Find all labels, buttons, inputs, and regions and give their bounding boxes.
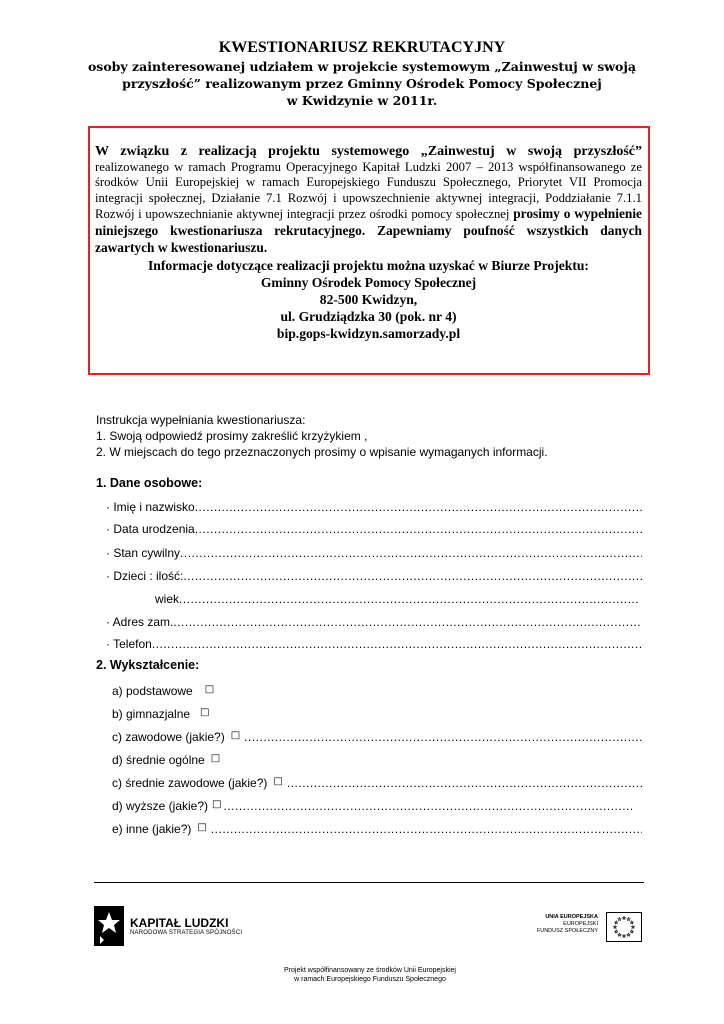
address-field[interactable]: [106, 615, 642, 629]
education-vocational-secondary-checkbox[interactable]: □: [273, 776, 283, 787]
eu-logo-line-3: FUNDUSZ SPOŁECZNY: [536, 928, 598, 934]
instructions: [96, 412, 656, 460]
notice-request: prosimy o wypełnienie niniejszego kwestionariusza rekrutacyjnego. Zapewniamy poufność wszystkich danych zawartych w kwestionariuszu.: [95, 206, 642, 255]
eu-stars-icon: [607, 913, 641, 941]
education-vocational-dotted-line[interactable]: [244, 730, 642, 744]
document-title: KWESTIONARIUSZ REKRUTACYJNY: [218, 39, 506, 56]
education-vocational-label: c) zawodowe (jakie?): [112, 730, 225, 744]
children-count-dotted-line[interactable]: [183, 569, 642, 583]
document-header: [60, 38, 664, 109]
education-lower-secondary-checkbox[interactable]: □: [200, 707, 210, 718]
notice-lead: W związku z realizacją projektu systemowego „Zainwestuj w swoją przyszłość”: [95, 144, 642, 159]
education-option-lower-secondary[interactable]: [112, 707, 210, 721]
marital-status-dotted-line[interactable]: [180, 546, 642, 560]
footer-divider: [94, 882, 644, 883]
eu-star: [615, 921, 618, 924]
kapital-ludzki-subtitle: NARODOWA STRATEGIA SPÓJNOŚCI: [130, 930, 243, 936]
phone-dotted-line[interactable]: [152, 637, 642, 651]
eu-star: [622, 934, 625, 937]
kapital-ludzki-emblem-icon: [94, 906, 124, 946]
kapital-ludzki-logo: [94, 906, 254, 946]
phone-label: · Telefon: [106, 637, 152, 651]
instructions-title: Instrukcja wypełniania kwestionariusza:: [96, 413, 306, 427]
footer-line-1: Projekt współfinansowany ze środków Unii Europejskiej: [284, 967, 456, 974]
contact-line-1: Informacje dotyczące realizacji projektu można uzyskać w Biurze Projektu:: [148, 258, 589, 274]
eu-logo-text: [534, 912, 598, 944]
education-option-higher[interactable]: [112, 799, 632, 813]
children-age-dotted-line[interactable]: [179, 592, 640, 606]
marital-status-field[interactable]: [106, 546, 642, 560]
education-option-primary[interactable]: [112, 684, 214, 698]
children-age-label: wiek: [155, 592, 180, 606]
eu-star: [631, 925, 634, 928]
eu-star: [618, 918, 621, 921]
education-higher-label: d) wyższe (jakie?): [112, 799, 209, 813]
education-option-vocational[interactable]: [112, 730, 642, 744]
contact-line-2: Gminny Ośrodek Pomocy Społecznej: [260, 275, 477, 291]
birth-date-field[interactable]: [106, 522, 642, 536]
education-general-secondary-checkbox[interactable]: □: [210, 753, 221, 764]
birth-date-dotted-line[interactable]: [195, 522, 642, 536]
education-higher-checkbox[interactable]: □: [212, 799, 222, 810]
contact-block: [95, 257, 642, 342]
eu-star: [630, 921, 633, 924]
children-age-field[interactable]: [155, 592, 640, 606]
instructions-step-1: 1. Swoją odpowiedź prosimy zakreślić krzyżykiem ,: [96, 429, 368, 443]
name-dotted-line[interactable]: [195, 500, 642, 514]
education-other-checkbox[interactable]: □: [197, 822, 207, 833]
education-higher-dotted-line[interactable]: [223, 799, 632, 813]
education-primary-checkbox[interactable]: □: [204, 684, 215, 695]
kapital-ludzki-title: KAPITAŁ LUDZKI: [130, 916, 229, 930]
contact-line-3: 82-500 Kwidzyn,: [319, 292, 418, 308]
children-count-field[interactable]: [106, 569, 642, 583]
eu-logo-line-2: EUROPEJSKI: [563, 921, 598, 927]
eu-star: [627, 918, 630, 921]
eu-logo: [534, 912, 646, 944]
eu-star: [622, 916, 625, 919]
eu-star: [627, 933, 630, 936]
footer-cofinancing-note: [190, 966, 550, 984]
subtitle-line-3: w Kwidzynie w 2011r.: [286, 93, 438, 108]
address-label: · Adres zam.: [106, 615, 174, 629]
section-education-title: 2. Wykształcenie:: [96, 658, 200, 672]
marital-status-label: · Stan cywilny: [106, 546, 181, 560]
education-option-general-secondary[interactable]: [112, 753, 220, 767]
education-vocational-secondary-label: c) średnie zawodowe (jakie?): [112, 776, 268, 790]
phone-field[interactable]: [106, 637, 642, 651]
education-general-secondary-label: d) średnie ogólne: [112, 753, 205, 767]
instructions-step-2: 2. W miejscach do tego przeznaczonych prosimy o wpisanie wymaganych informacji.: [96, 445, 548, 459]
eu-star: [630, 930, 633, 933]
subtitle-line-1: osoby zainteresowanej udziałem w projekcie systemowym „Zainwestuj w swoją: [87, 59, 637, 74]
education-option-other[interactable]: [112, 822, 642, 836]
education-vocational-checkbox[interactable]: □: [230, 730, 241, 741]
name-label: · Imię i nazwisko: [106, 500, 195, 514]
section-personal-data-title: 1. Dane osobowe:: [96, 476, 203, 490]
eu-star: [618, 933, 621, 936]
notice-paragraph: [95, 144, 642, 256]
education-other-label: e) inne (jakie?): [112, 822, 192, 836]
address-dotted-line[interactable]: [173, 615, 642, 629]
footer-line-2: w ramach Europejskiego Funduszu Społecznego: [294, 976, 446, 983]
education-lower-secondary-label: b) gimnazjalne: [112, 707, 191, 721]
eu-star: [615, 930, 618, 933]
name-field[interactable]: [106, 500, 642, 514]
notice-body: realizowanego w ramach Programu Operacyjnego Kapitał Ludzki 2007 – 2013 współfinansowanego ze środków Unii Europejskiej w ramach Europejskiego Funduszu Społecznego, Priorytet VII Promocja integracji społecznej, Działanie 7.1 Rozwój i upowszechnienie aktywnej integracji, Poddziałanie 7.1.1 Rozwój i upowszechnianie aktywnej integracji przez ośrodki pomocy społecznej: [95, 159, 642, 222]
notice-box: [88, 126, 650, 375]
subtitle-line-2: przyszłość” realizowanym przez Gminny Ośrodek Pomocy Społecznej: [122, 76, 602, 91]
birth-date-label: · Data urodzenia: [106, 522, 195, 536]
eu-logo-line-1: UNIA EUROPEJSKA: [545, 914, 598, 920]
education-other-dotted-line[interactable]: [211, 822, 642, 836]
education-primary-label: a) podstawowe: [112, 684, 193, 698]
contact-line-4: ul. Grudziądzka 30 (pok. nr 4): [280, 309, 457, 325]
eu-flag-icon: [606, 912, 642, 942]
eu-star: [613, 925, 616, 928]
education-vocational-secondary-dotted-line[interactable]: [287, 776, 642, 790]
children-count-label: · Dzieci : ilość:: [106, 569, 184, 583]
contact-line-5: bip.gops-kwidzyn.samorzady.pl: [276, 326, 461, 342]
education-option-vocational-secondary[interactable]: [112, 776, 642, 790]
